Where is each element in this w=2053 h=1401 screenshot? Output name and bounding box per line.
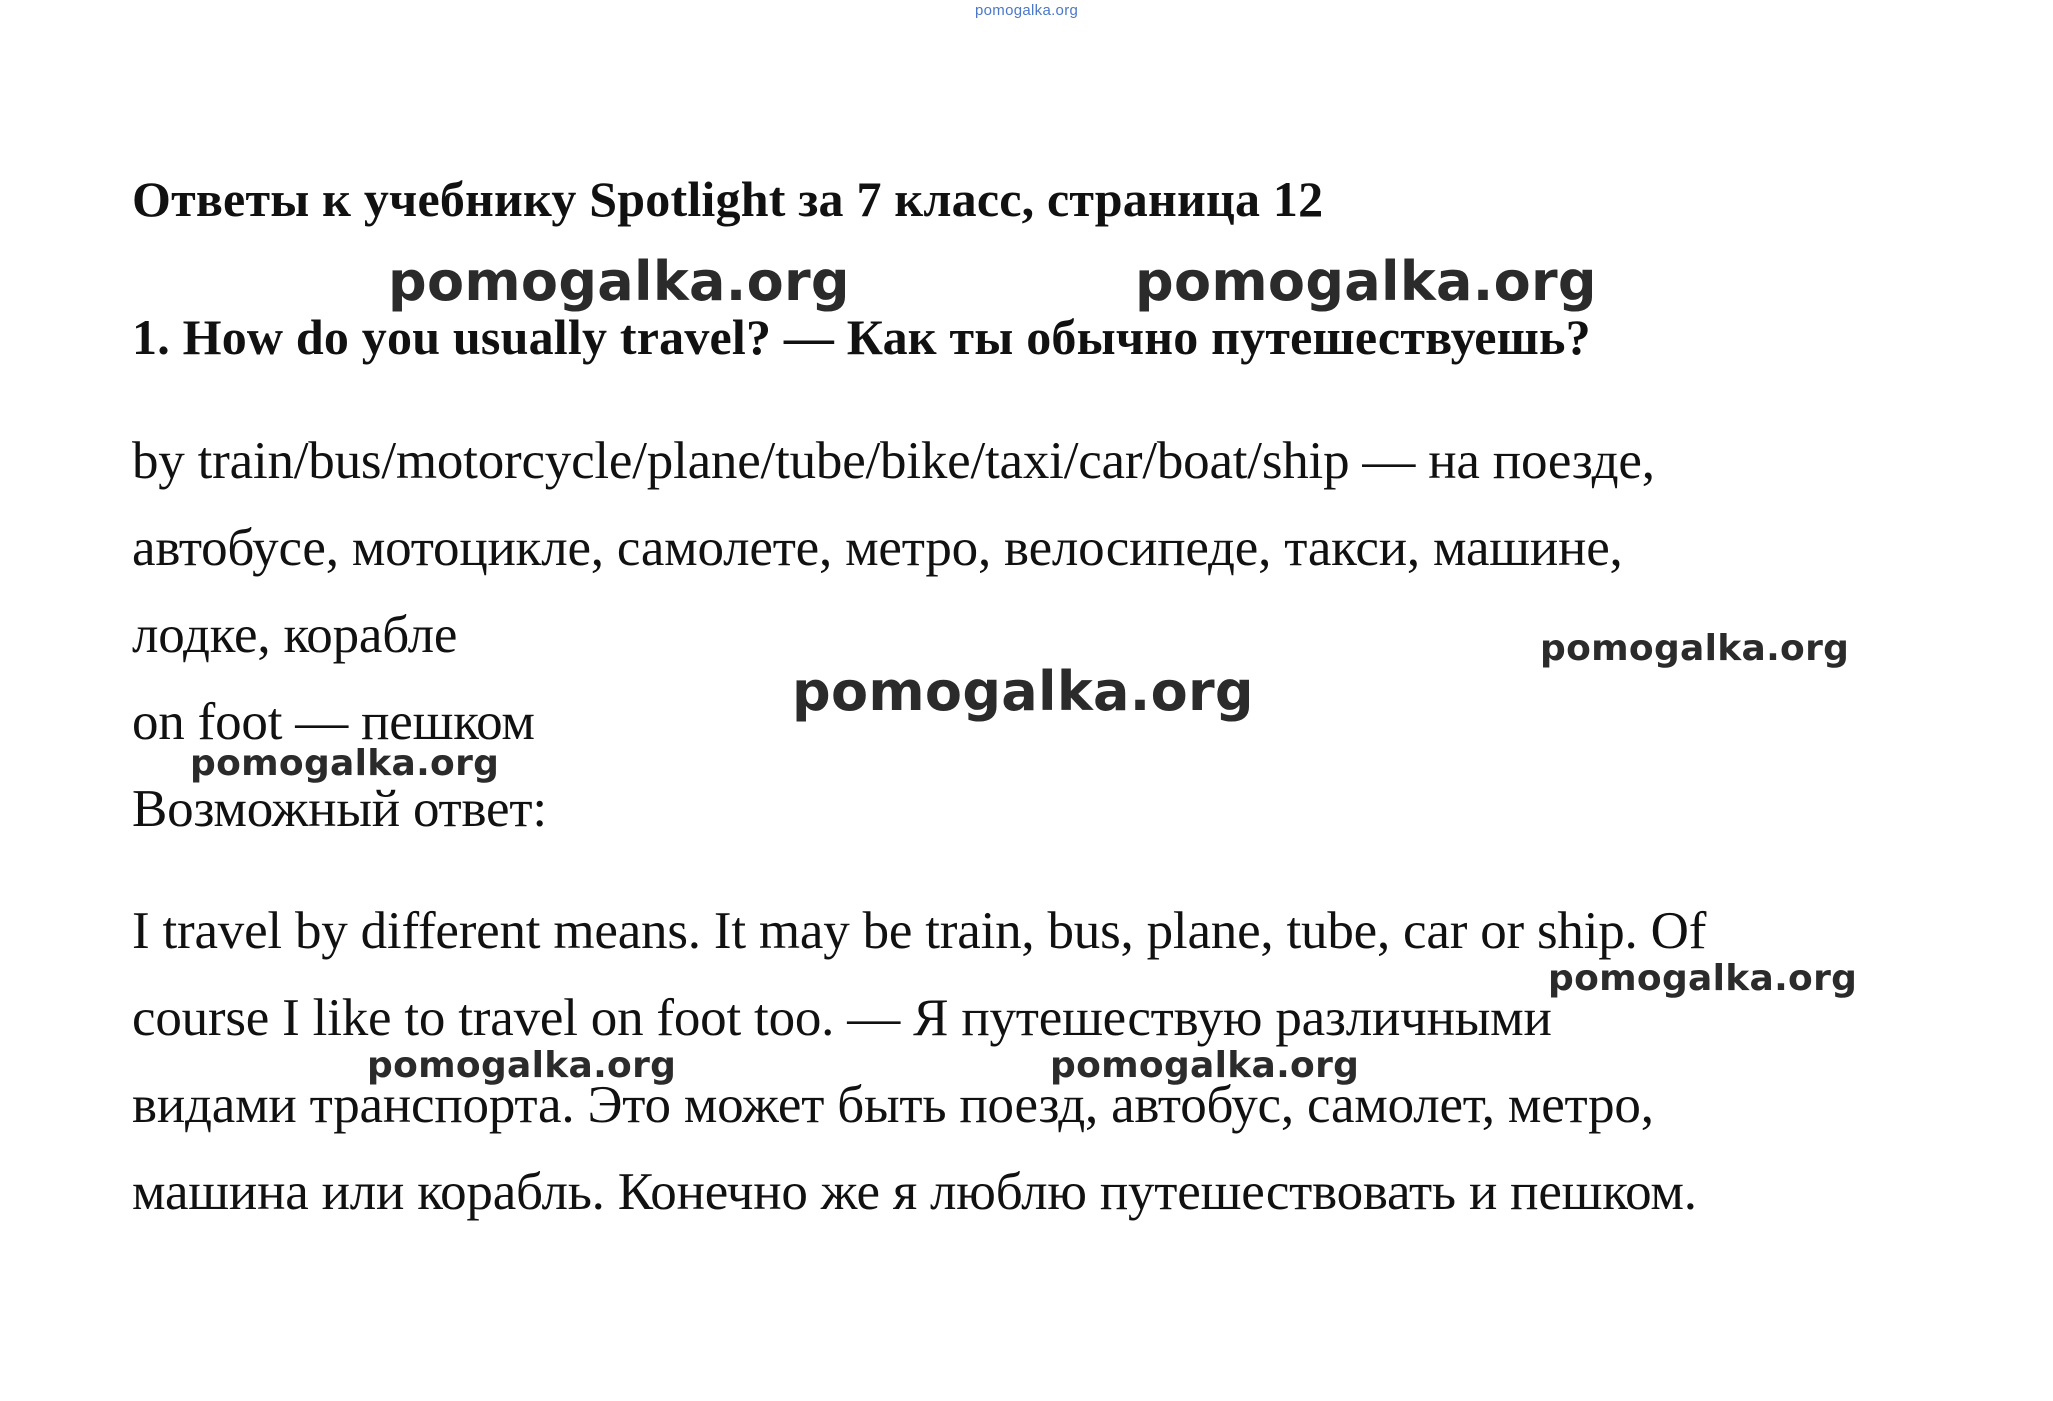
header-watermark: pomogalka.org — [975, 2, 1079, 19]
answer-line: course I like to travel on foot too. — Я путешествую различными — [132, 989, 1552, 1047]
watermark: pomogalka.org — [388, 250, 850, 313]
watermark: pomogalka.org — [1050, 1045, 1360, 1086]
watermark: pomogalka.org — [792, 660, 1254, 723]
answer-line: машина или корабль. Конечно же я люблю путешествовать и пешком. — [132, 1163, 1697, 1221]
vocab-line: on foot — пешком — [132, 693, 535, 751]
answer-label: Возможный ответ: — [132, 780, 547, 838]
watermark: pomogalka.org — [190, 743, 500, 784]
watermark: pomogalka.org — [367, 1045, 677, 1086]
question-heading: 1. How do you usually travel? — Как ты обычно путешествуешь? — [132, 309, 1591, 365]
answer-line: I travel by different means. It may be train, bus, plane, tube, car or ship. Of — [132, 902, 1707, 960]
watermark: pomogalka.org — [1540, 628, 1850, 669]
page-title: Ответы к учебнику Spotlight за 7 класс, страница 12 — [132, 171, 1324, 227]
watermark: pomogalka.org — [1548, 958, 1858, 999]
watermark: pomogalka.org — [1135, 250, 1597, 313]
vocab-line: автобусе, мотоцикле, самолете, метро, велосипеде, такси, машине, — [132, 519, 1623, 577]
vocab-line: лодке, корабле — [132, 606, 458, 664]
answer-line: видами транспорта. Это может быть поезд, автобус, самолет, метро, — [132, 1076, 1654, 1134]
vocab-line: by train/bus/motorcycle/plane/tube/bike/taxi/car/boat/ship — на поезде, — [132, 432, 1655, 490]
